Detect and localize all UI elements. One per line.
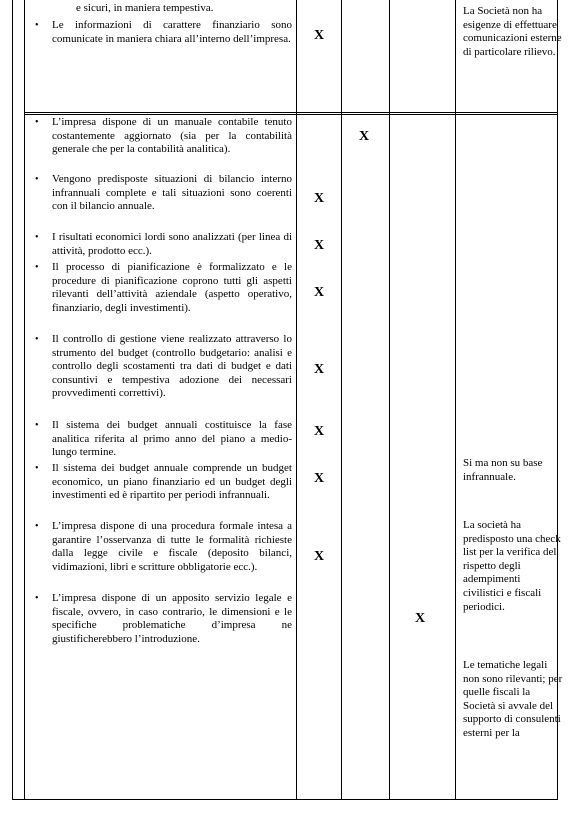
check-mark: X bbox=[359, 129, 370, 144]
bullet-icon: • bbox=[35, 174, 39, 185]
criteria-text: Vengono predisposte situazioni di bilancio interno infrannuali complete e tali situazioni sono coerenti con il bilancio annuale. bbox=[52, 173, 292, 213]
bullet-icon: • bbox=[35, 262, 39, 273]
criteria-text: I risultati economici lordi sono analizzati (per linea di attività, prodotto ecc.). bbox=[52, 231, 292, 257]
check-mark: X bbox=[314, 549, 325, 564]
table-border-bottom bbox=[12, 799, 557, 800]
criteria-text: L’impresa dispone di una procedura formale intesa a garantire l’osservanza di tutte le formalità richieste dalla legge civile e fiscale (deposito bilanci, vidimazioni, libri e scritture obbligatorie ecc.). bbox=[52, 520, 292, 573]
check-mark: X bbox=[415, 611, 426, 626]
row-divider bbox=[24, 112, 557, 113]
bullet-icon: • bbox=[35, 117, 39, 128]
note-text: Le tematiche legali non sono rilevanti; per quelle fiscali la Società si avvale del supporto di consulenti esterni per la bbox=[463, 659, 563, 739]
check-mark: X bbox=[314, 28, 325, 43]
column-divider-criteria bbox=[296, 0, 297, 800]
bullet-icon: • bbox=[35, 232, 39, 243]
column-divider-na bbox=[455, 0, 456, 800]
criteria-text: Le informazioni di carattere finanziario sono comunicate in maniera chiara all’interno dell’impresa. bbox=[52, 19, 292, 45]
check-mark: X bbox=[314, 238, 325, 253]
criteria-continuation: e sicuri, in maniera tempestiva. bbox=[76, 2, 214, 14]
criteria-text: Il controllo di gestione viene realizzato attraverso lo strumento del budget (controllo budgetario: analisi e controllo degli scostamenti tra dati di budget e dati consuntivi e tempestiva adozione dei necessari provvedimenti correttivi). bbox=[52, 333, 292, 400]
criteria-text: Il sistema dei budget annuale comprende un budget economico, un piano finanziario ed un budget degli investimenti ed è ripartito per periodi infrannuali. bbox=[52, 462, 292, 502]
criteria-item bbox=[35, 520, 292, 574]
check-mark: X bbox=[314, 285, 325, 300]
criteria-item bbox=[35, 116, 292, 157]
criteria-item bbox=[35, 462, 292, 503]
criteria-text: Il sistema dei budget annuali costituisce la fase analitica riferita al primo anno del piano a medio-lungo termine. bbox=[52, 419, 292, 459]
check-mark: X bbox=[314, 471, 325, 486]
column-divider-no bbox=[389, 0, 390, 800]
criteria-item bbox=[35, 333, 292, 401]
criteria-item bbox=[35, 19, 292, 46]
criteria-text: Il processo di pianificazione è formalizzato e le procedure di pianificazione coprono tutti gli aspetti rilevanti dell’attività aziendale (aspetto operativo, finanziario, degli investimenti). bbox=[52, 261, 292, 314]
bullet-icon: • bbox=[35, 420, 39, 431]
criteria-item bbox=[35, 592, 292, 646]
criteria-item bbox=[35, 231, 292, 258]
row-divider bbox=[24, 114, 557, 115]
criteria-item bbox=[35, 173, 292, 214]
note-text: La società ha predisposto una check list per la verifica del rispetto degli adempimenti civilistici e fiscali periodici. bbox=[463, 519, 561, 613]
bullet-icon: • bbox=[35, 334, 39, 345]
criteria-item bbox=[35, 419, 292, 460]
bullet-icon: • bbox=[35, 20, 39, 31]
bullet-icon: • bbox=[35, 593, 39, 604]
note-text: La Società non ha esigenze di effettuare comunicazioni esterne di particolare rilievo. bbox=[463, 5, 562, 58]
table-border-left bbox=[12, 0, 13, 800]
bullet-icon: • bbox=[35, 463, 39, 474]
criteria-item bbox=[35, 261, 292, 315]
check-mark: X bbox=[314, 362, 325, 377]
bullet-icon: • bbox=[35, 521, 39, 532]
check-mark: X bbox=[314, 191, 325, 206]
criteria-text: L’impresa dispone di un manuale contabile tenuto costantemente aggiornato (sia per la contabilità generale che per la contabilità analitica). bbox=[52, 116, 292, 156]
criteria-text: L’impresa dispone di un apposito servizio legale e fiscale, ovvero, in caso contrario, le dimensioni e le specifiche problematiche d’impresa ne giustificherebbero l’introduzione. bbox=[52, 592, 292, 645]
column-divider-yes bbox=[341, 0, 342, 800]
check-mark: X bbox=[314, 424, 325, 439]
note-text: Si ma non su base infrannuale. bbox=[463, 457, 543, 483]
table-border-inner-left bbox=[24, 0, 25, 800]
